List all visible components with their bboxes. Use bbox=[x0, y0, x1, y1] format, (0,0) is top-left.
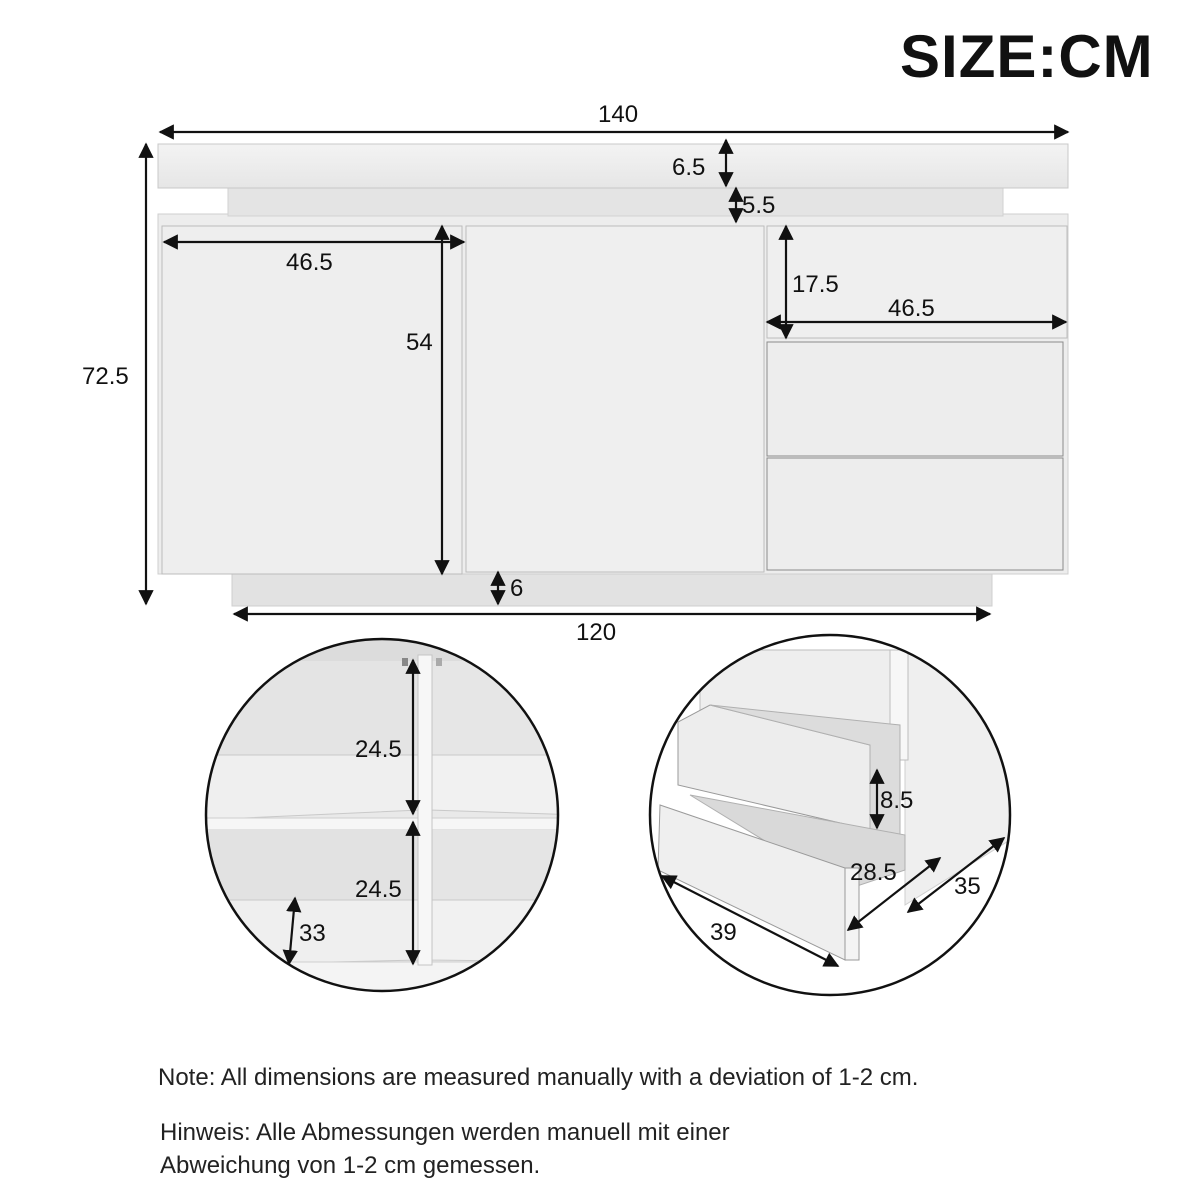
drawer-width-label: 39 bbox=[710, 919, 737, 946]
top-thickness-label: 6.5 bbox=[672, 154, 706, 181]
door-width-label: 46.5 bbox=[286, 249, 333, 276]
base-width-label: 120 bbox=[576, 619, 617, 646]
base-height-label: 6 bbox=[510, 575, 524, 602]
sideboard-front-view bbox=[158, 144, 1068, 606]
shelf-detail-view bbox=[200, 635, 580, 1002]
drawer-inner-depth-label: 28.5 bbox=[850, 859, 897, 886]
top-slab bbox=[158, 144, 1068, 188]
middle-drawer bbox=[767, 342, 1063, 456]
bottom-drawer bbox=[767, 458, 1063, 570]
top-drawer-height-label: 17.5 bbox=[792, 271, 839, 298]
drawer-section-width-label: 46.5 bbox=[888, 295, 935, 322]
drawer-detail-view bbox=[640, 630, 1020, 1010]
drawer-inner-height-label: 8.5 bbox=[880, 787, 914, 814]
shelf-depth-label: 33 bbox=[299, 920, 326, 947]
note-german-line1: Hinweis: Alle Abmessungen werden manuell mit einer bbox=[160, 1119, 730, 1146]
size-unit-title: SIZE:CM bbox=[900, 23, 1154, 90]
left-door bbox=[162, 226, 462, 574]
shelf-height-bottom-label: 24.5 bbox=[355, 876, 402, 903]
cabinet-depth-label: 35 bbox=[954, 873, 981, 900]
shelf-height-top-label: 24.5 bbox=[355, 736, 402, 763]
total-height-label: 72.5 bbox=[82, 363, 129, 390]
note-german-line2: Abweichung von 1-2 cm gemessen. bbox=[160, 1152, 541, 1179]
total-width-label: 140 bbox=[598, 101, 639, 128]
middle-door bbox=[466, 226, 764, 572]
light-recess bbox=[228, 188, 1003, 216]
door-height-label: 54 bbox=[406, 329, 433, 356]
base-plinth bbox=[232, 572, 992, 606]
gap-height-label: 5.5 bbox=[742, 192, 776, 219]
note-english: Note: All dimensions are measured manually with a deviation of 1-2 cm. bbox=[158, 1064, 919, 1091]
